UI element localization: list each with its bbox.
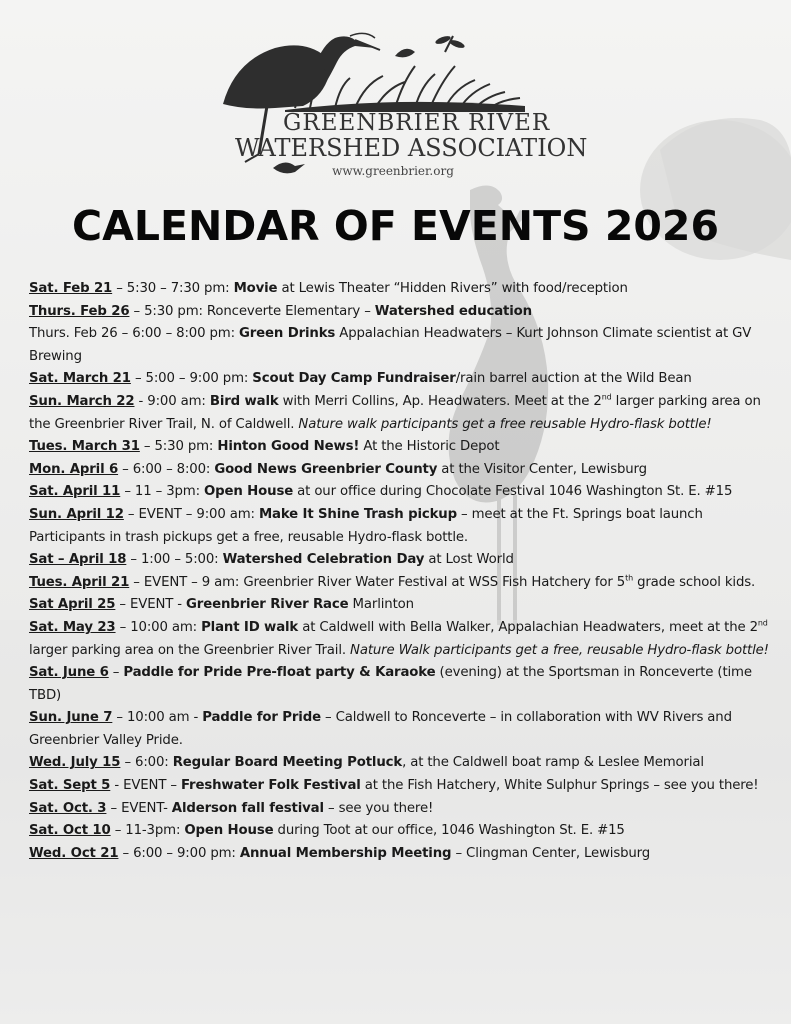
- event-date: Thurs. Feb 26: [29, 326, 118, 342]
- event-text: grade school kids.: [633, 574, 756, 590]
- event-date: Wed. Oct 21: [29, 845, 119, 861]
- event-item: [29, 391, 769, 436]
- event-text: – Caldwell to Ronceverte – in collaboration with WV Rivers and Greenbrier Valley Pride.: [29, 710, 732, 748]
- event-text: – 11 – 3pm:: [120, 484, 204, 500]
- event-item: [29, 617, 769, 662]
- heron-logo-icon: [215, 26, 588, 186]
- page-title: CALENDAR OF EVENTS 2026: [72, 202, 719, 250]
- event-text: – see you there!: [323, 800, 434, 816]
- event-item: [29, 707, 769, 752]
- event-item: [29, 594, 769, 617]
- event-date: Wed. July 15: [29, 755, 121, 771]
- event-item: [29, 278, 769, 301]
- event-item: [29, 775, 769, 798]
- events-list: [29, 278, 769, 865]
- event-title: Annual Membership Meeting: [239, 845, 452, 861]
- event-date: Sat. May 23: [29, 619, 116, 635]
- event-title: Greenbrier River Race: [186, 597, 349, 613]
- event-title: Bird walk: [209, 393, 279, 409]
- event-text: – 6:00 – 8:00 pm:: [117, 326, 239, 342]
- event-date: Sat. Oct 10: [29, 823, 111, 839]
- logo-name-line1: GREENBRIER RIVER: [283, 110, 551, 136]
- event-date: Mon. April 6: [29, 461, 119, 477]
- event-text: – 5:00 – 9:00 pm:: [130, 371, 253, 387]
- event-note: Nature walk participants get a free reusable Hydro-flask bottle!: [298, 416, 712, 432]
- event-item: [29, 662, 769, 707]
- event-title: Plant ID walk: [201, 619, 299, 635]
- event-text: – EVENT – 9 am: Greenbrier River Water Festival at WSS Fish Hatchery for 5: [129, 574, 626, 590]
- event-item: [29, 481, 769, 504]
- event-text: – 6:00:: [120, 755, 173, 771]
- event-text: during Toot at our office, 1046 Washington St. E. #15: [273, 823, 625, 839]
- ordinal-suffix: nd: [601, 392, 612, 402]
- event-text: larger parking area on the Greenbrier River Trail.: [29, 642, 351, 658]
- event-title: Open House: [184, 823, 274, 839]
- event-text: larger parking area on the Greenbrier River Trail, N. of Caldwell.: [29, 393, 761, 432]
- event-item: [29, 301, 769, 324]
- event-date: Sat. Oct. 3: [29, 800, 107, 816]
- event-date: Tues. March 31: [29, 439, 140, 455]
- event-text: (evening) at the Sportsman in Ronceverte (time TBD): [29, 665, 752, 703]
- event-item: [29, 459, 769, 482]
- event-item: [29, 843, 769, 866]
- event-title: Good News Greenbrier County: [214, 461, 438, 477]
- event-text: – meet at the Ft. Springs boat launch Participants in trash pickups get a free, reusable Hydro-flask bottle.: [29, 506, 703, 545]
- event-text: - 9:00 am:: [134, 393, 210, 409]
- event-text: at the Visitor Center, Lewisburg: [437, 461, 647, 477]
- event-text: Marlinton: [348, 597, 414, 613]
- event-text: – 1:00 – 5:00:: [126, 552, 223, 568]
- ordinal-suffix: th: [625, 573, 633, 583]
- event-date: Sun. June 7: [29, 710, 113, 726]
- event-text: at Lewis Theater “Hidden Rivers” with food/reception: [277, 281, 628, 296]
- event-text: – EVENT -: [115, 597, 187, 613]
- logo-website-url: www.greenbrier.org: [332, 164, 454, 178]
- event-text: , at the Caldwell boat ramp & Leslee Memorial: [402, 755, 704, 771]
- event-date: Sat. Sept 5: [29, 778, 111, 794]
- event-date: Thurs. Feb 26: [29, 303, 130, 319]
- event-note: Nature Walk participants get a free, reusable Hydro-flask bottle!: [350, 642, 769, 658]
- event-text: – 10:00 am:: [115, 619, 202, 635]
- event-item: [29, 436, 769, 459]
- event-date: Sun. April 12: [29, 506, 124, 522]
- event-text: – 5:30 – 7:30 pm:: [112, 281, 234, 296]
- event-item: [29, 549, 769, 572]
- logo-name-line2: WATERSHED ASSOCIATION: [235, 134, 588, 162]
- event-text: Appalachian Headwaters – Kurt Johnson Climate scientist at GV Brewing: [29, 326, 752, 364]
- event-date: Sat. April 11: [29, 484, 121, 500]
- event-title: Watershed Celebration Day: [222, 552, 425, 568]
- event-item: [29, 504, 769, 549]
- event-text: at our office during Chocolate Festival 1046 Washington St. E. #15: [293, 484, 733, 500]
- event-title: Alderson fall festival: [171, 800, 324, 816]
- event-item: [29, 752, 769, 775]
- event-item: [29, 572, 769, 595]
- event-date: Sat – April 18: [29, 552, 127, 568]
- event-text: with Merri Collins, Ap. Headwaters. Meet at the 2: [278, 393, 602, 409]
- event-title: Paddle for Pride: [202, 710, 321, 726]
- event-text: – 5:30 pm:: [139, 439, 218, 455]
- event-text: – 6:00 – 9:00 pm:: [118, 845, 240, 861]
- event-title: Hinton Good News!: [217, 439, 360, 455]
- event-date: Sat. Feb 21: [29, 281, 113, 296]
- event-text: at Caldwell with Bella Walker, Appalachian Headwaters, meet at the 2: [298, 619, 758, 635]
- event-title: Paddle for Pride Pre-float party & Karaoke: [123, 665, 436, 681]
- event-title: Watershed education: [374, 303, 532, 319]
- event-text: –: [108, 665, 124, 681]
- event-date: Sat April 25: [29, 597, 116, 613]
- event-title: Make It Shine Trash pickup: [258, 506, 457, 522]
- event-text: – 6:00 – 8:00:: [118, 461, 215, 477]
- event-date: Sun. March 22: [29, 393, 135, 409]
- event-text: – EVENT-: [106, 800, 172, 816]
- event-item: [29, 798, 769, 821]
- event-text: at the Fish Hatchery, White Sulphur Springs – see you there!: [360, 778, 759, 794]
- event-title: Open House: [204, 484, 294, 500]
- event-text: – Clingman Center, Lewisburg: [451, 845, 651, 861]
- event-date: Sat. March 21: [29, 371, 131, 387]
- event-title: Movie: [233, 281, 278, 296]
- event-item: [29, 820, 769, 843]
- association-logo: [215, 26, 588, 186]
- event-item: [29, 368, 769, 391]
- event-text: - EVENT –: [110, 778, 181, 794]
- event-title: Freshwater Folk Festival: [180, 778, 361, 794]
- event-text: – 5:30 pm: Ronceverte Elementary –: [129, 303, 375, 319]
- event-text: – 10:00 am -: [112, 710, 203, 726]
- event-text: – EVENT – 9:00 am:: [123, 506, 259, 522]
- event-text: At the Historic Depot: [359, 439, 500, 455]
- event-item: [29, 323, 769, 368]
- event-text: /rain barrel auction at the Wild Bean: [455, 371, 692, 387]
- event-title: Green Drinks: [238, 326, 336, 342]
- event-title: Scout Day Camp Fundraiser: [252, 371, 456, 387]
- event-text: at Lost World: [424, 552, 514, 568]
- event-title: Regular Board Meeting Potluck: [172, 755, 403, 771]
- event-text: – 11-3pm:: [110, 823, 185, 839]
- event-date: Sat. June 6: [29, 665, 109, 681]
- ordinal-suffix: nd: [757, 618, 768, 628]
- event-date: Tues. April 21: [29, 574, 130, 590]
